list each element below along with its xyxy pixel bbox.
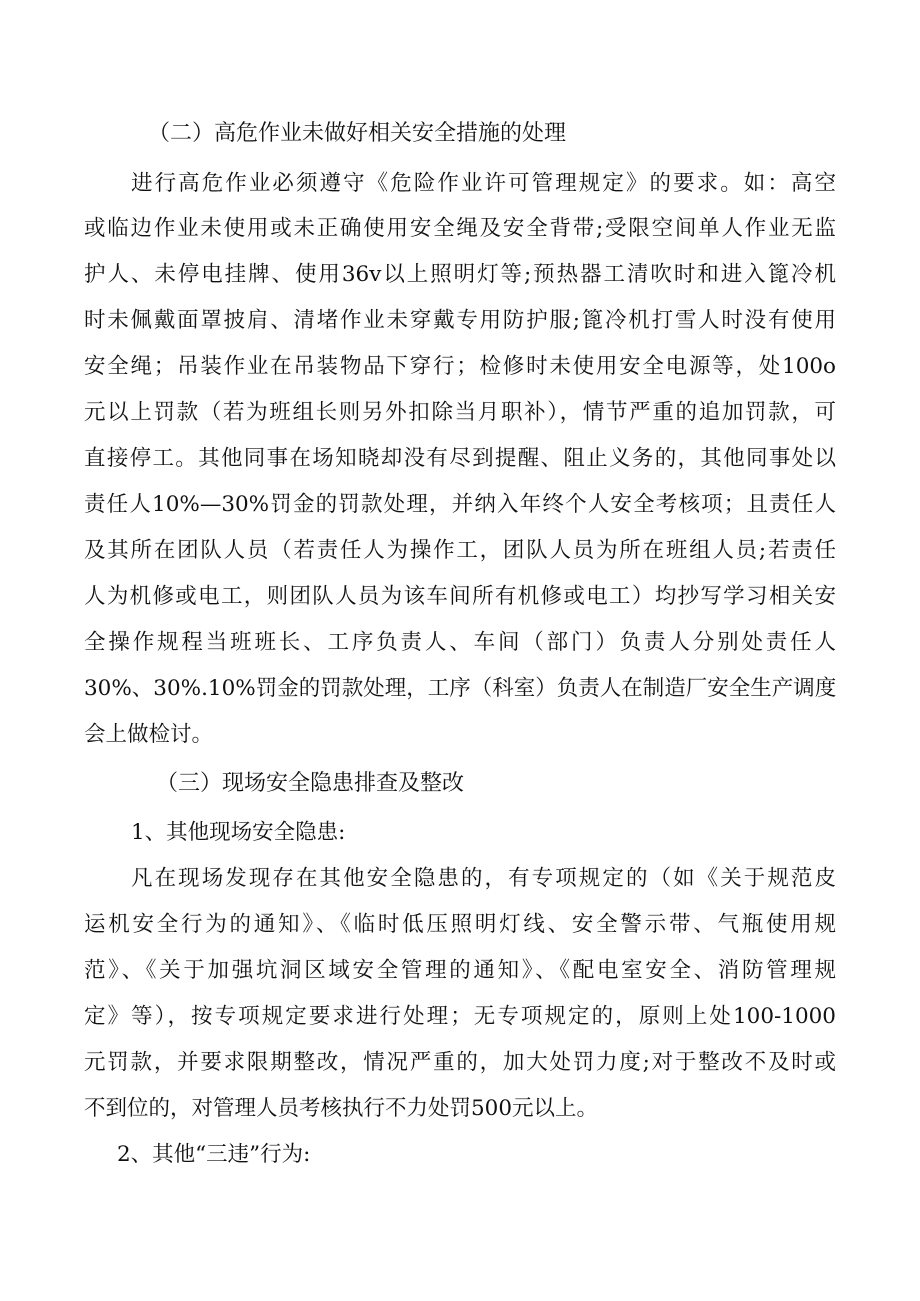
paragraph-line: 运机安全行为的通知》、《临时低压照明灯线、安全警示带、气瓶使用规 <box>84 912 836 937</box>
paragraph-line: 直接停工。其他同事在场知晓却没有尽到提醒、阻止义务的，其他同事处以 <box>84 446 836 471</box>
paragraph-line: 时未佩戴面罩披肩、清堵作业未穿戴专用防护服;篦冷机打雪人时没有使用 <box>84 308 836 333</box>
paragraph-line: 会上做检讨。 <box>84 722 214 747</box>
item-1-title: 1、其他现场安全隐患: <box>131 820 346 845</box>
paragraph-line: 凡在现场发现存在其他安全隐患的，有专项规定的（如《关于规范皮 <box>131 866 836 891</box>
paragraph-line: 人为机修或电工，则团队人员为该车间所有机修或电工）均抄写学习相关安 <box>84 584 836 609</box>
paragraph-line: 元以上罚款（若为班组长则另外扣除当月职补），情节严重的追加罚款，可 <box>84 400 836 425</box>
paragraph-line: 安全绳；吊装作业在吊装物品下穿行；检修时未使用安全电源等，处100o <box>84 354 836 379</box>
paragraph-line: 定》等），按专项规定要求进行处理；无专项规定的，原则上处100-1000 <box>84 1004 836 1029</box>
paragraph-line: 不到位的，对管理人员考核执行不力处罚500元以上。 <box>84 1096 599 1121</box>
paragraph-line: 范》、《关于加强坑洞区域安全管理的通知》、《配电室安全、消防管理规 <box>84 958 836 983</box>
paragraph-line: 全操作规程当班班长、工序负责人、车间（部门）负责人分别处责任人 <box>84 630 836 655</box>
paragraph-line: 进行高危作业必须遵守《危险作业许可管理规定》的要求。如：高空 <box>131 171 836 196</box>
paragraph-line: 护人、未停电挂牌、使用36v以上照明灯等;预热器工清吹时和进入篦冷机 <box>84 262 836 287</box>
paragraph-line: 及其所在团队人员（若责任人为操作工，团队人员为所在班组人员;若责任 <box>84 538 836 563</box>
section-2-heading: （二）高危作业未做好相关安全措施的处理 <box>148 121 567 146</box>
paragraph-line: 元罚款，并要求限期整改，情况严重的，加大处罚力度;对于整改不及时或 <box>84 1050 836 1075</box>
paragraph-line: 责任人10%—30%罚金的罚款处理，并纳入年终个人安全考核项；且责任人 <box>84 492 836 517</box>
item-2-title: 2、其他“三违”行为: <box>117 1142 311 1167</box>
paragraph-line: 30%、30%.10%罚金的罚款处理，工序（科室）负责人在制造厂安全生产调度 <box>84 676 837 701</box>
section-3-heading: （三）现场安全隐患排查及整改 <box>156 771 465 796</box>
paragraph-line: 或临边作业未使用或未正确使用安全绳及安全背带;受限空间单人作业无监 <box>84 216 836 241</box>
